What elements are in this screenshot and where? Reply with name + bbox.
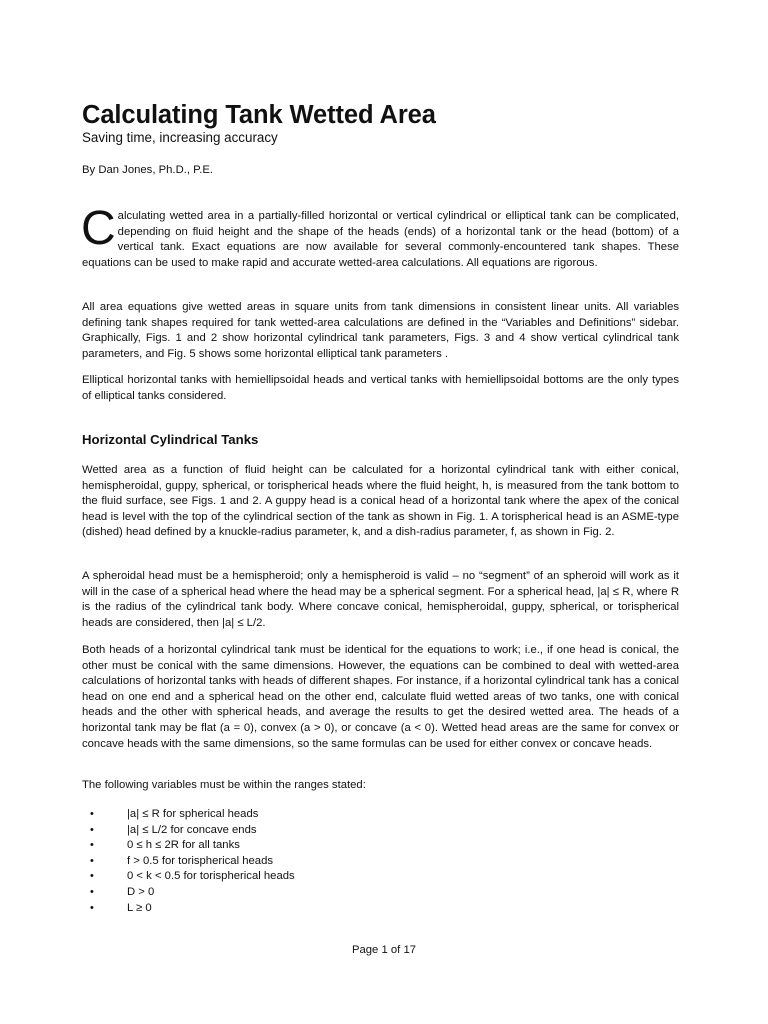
list-item: • D > 0: [82, 885, 295, 901]
page-title: Calculating Tank Wetted Area: [82, 101, 436, 129]
paragraph-spheroidal-head: A spheroidal head must be a hemispheroid; only a hemispheroid is valid – no “segment” of an spheroid will work as it will in the case of a spherical head where the head may be a spherical segment. For a spherical head, |a| ≤ R, where R is the radius of the cylindrical tank body. Where concave conical, hemispheroidal, guppy, spherical, or torispherical heads are considered, then |a| ≤ L/2.: [82, 570, 679, 629]
paragraph-identical-heads: Both heads of a horizontal cylindrical tank must be identical for the equations to work; i.e., if one head is conical, the other must be conical with the same dimensions. However, the equations can be combined to deal with wetted-area calculations of horizontal tanks with heads of different shapes. For instance, if a horizontal cylindrical tank has a conical head on one end and a spherical head on the other end, calculate fluid wetted areas of two tanks, one with conical heads and the other with spherical heads, and average the results to get the desired wetted area. The heads of a horizontal tank may be flat (a = 0), convex (a > 0), or concave (a < 0). Wetted head areas are the same for convex or concave heads with the same dimensions, so the same formulas can be used for either convex or concave heads.: [82, 644, 679, 750]
intro-text: alculating wetted area in a partially-filled horizontal or vertical cylindrical or elliptical tank can be complicated, depending on fluid height and the shape of the heads (ends) of a horizontal tank or the head (bottom) of a vertical tank. Exact equations are now available for several commonly-encountered tank shapes. These equations can be used to make rapid and accurate wetted-area calculations. All equations are rigorous.: [82, 210, 679, 269]
paragraph-variable-ranges-intro: The following variables must be within the ranges stated:: [82, 779, 366, 791]
paragraph-elliptical-tanks: Elliptical horizontal tanks with hemiellipsoidal heads and vertical tanks with hemiellipsoidal bottoms are the only types of elliptical tanks considered.: [82, 374, 679, 402]
page-subtitle: Saving time, increasing accuracy: [82, 130, 278, 145]
drop-cap-letter: C: [81, 202, 116, 255]
author-byline: By Dan Jones, Ph.D., P.E.: [82, 164, 214, 176]
list-item: • L ≥ 0: [82, 901, 295, 917]
page-number-footer: Page 1 of 17: [351, 944, 417, 956]
paragraph-wetted-area-function: Wetted area as a function of fluid height can be calculated for a horizontal cylindrical tank with either conical, hemispheroidal, guppy, spherical, or torispherical heads where the fluid height, h, is measured from the tank bottom to the fluid surface, see Figs. 1 and 2. A guppy head is a conical head of a horizontal tank where the apex of the conical head is level with the top of the cylindrical section of the tank as shown in Fig. 1. A torispherical head is an ASME-type (dished) head defined by a knuckle-radius parameter, k, and a dish-radius parameter, f, as shown in Fig. 2.: [82, 464, 679, 539]
paragraph-area-units: All area equations give wetted areas in square units from tank dimensions in consistent linear units. All variables defining tank shapes required for tank wetted-area calculations are defined in the “Variables and Definitions” sidebar. Graphically, Figs. 1 and 2 show horizontal cylindrical tank parameters, Figs. 3 and 4 show vertical cylindrical tank parameters, and Fig. 5 shows some horizontal elliptical tank parameters .: [82, 301, 679, 360]
list-item: • |a| ≤ R for spherical heads: [82, 807, 295, 823]
list-item: • 0 ≤ h ≤ 2R for all tanks: [82, 838, 295, 854]
intro-paragraph: [81, 202, 679, 271]
section-heading-horizontal-cylindrical: Horizontal Cylindrical Tanks: [82, 432, 259, 447]
list-item: • |a| ≤ L/2 for concave ends: [82, 823, 295, 839]
list-item: • f > 0.5 for torispherical heads: [82, 854, 295, 870]
variable-ranges-list: [82, 807, 295, 916]
list-item: • 0 < k < 0.5 for torispherical heads: [82, 869, 295, 885]
